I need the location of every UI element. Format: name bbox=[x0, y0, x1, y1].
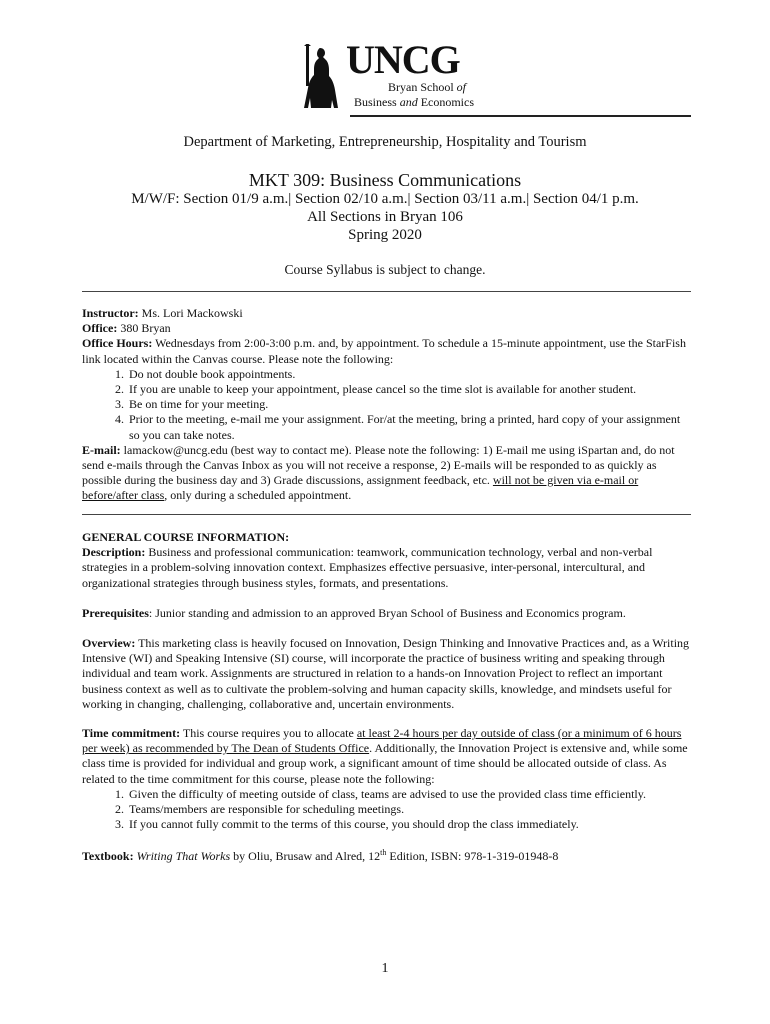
uncg-logo bbox=[298, 37, 478, 114]
email-underlined-text: will not be given via e-mail or before/after class bbox=[82, 473, 639, 503]
time-commitment-underlined: at least 2-4 hours per day outside of class (or a minimum of 6 hours per week) as recommended by The Dean of Students Office bbox=[82, 726, 682, 756]
instructor-label: Instructor: bbox=[82, 306, 139, 320]
list-item: 1. Given the difficulty of meeting outside of class, teams are advised to use the provided class time efficiently. bbox=[127, 787, 692, 802]
overview-value: This marketing class is heavily focused on Innovation, Design Thinking and Innovative Practices and, as a Writing Intensive (WI) and Speaking Intensive (SI) course, will incorporate the practice of business writing and speaking through individual and team work. Assignments are structured in relation to a hands-on Innovation Project to reflect an important business context as well as to cultivate the problem-solving and human capacity skills, knowledge, and mindsets useful for working in changing, challenging, collaborative and, uncertain environments. bbox=[82, 636, 690, 711]
textbook-isbn: Edition, ISBN: 978-1-319-01948-8 bbox=[386, 849, 559, 863]
description-label: Description: bbox=[82, 545, 146, 560]
instructor-section bbox=[82, 306, 692, 504]
prerequisites-value: : Junior standing and admission to an approved Bryan School of Business and Economics program. bbox=[148, 606, 626, 620]
overview-section bbox=[82, 636, 692, 712]
office-hours-value: Wednesdays from 2:00-3:00 p.m. and, by appointment. To schedule a 15-minute appointment, use the StarFish link located within the Canvas course. Please note the following: bbox=[82, 336, 686, 366]
logo-subtitle-1: Bryan School of bbox=[388, 80, 467, 94]
office-line bbox=[82, 321, 692, 336]
description-paragraph bbox=[82, 545, 692, 591]
email-line bbox=[82, 443, 692, 504]
overview-paragraph bbox=[82, 636, 692, 712]
time-commitment-label: Time commitment: bbox=[82, 726, 181, 740]
instructor-line bbox=[82, 306, 692, 321]
logo-subtitle-2: Business and Economics bbox=[354, 95, 475, 109]
overview-label: Overview: bbox=[82, 636, 136, 650]
time-commitment-list bbox=[82, 787, 692, 833]
office-hours-list bbox=[82, 367, 692, 443]
department-line: Department of Marketing, Entrepreneurship, Hospitality and Tourism bbox=[183, 134, 587, 150]
list-item: 2. If you are unable to keep your appointment, please cancel so the time slot is available for another student. bbox=[127, 382, 692, 397]
time-commitment-pre: This course requires you to allocate bbox=[180, 726, 357, 740]
office-label: Office: bbox=[82, 321, 118, 336]
minerva-statue-icon bbox=[298, 44, 344, 114]
list-item: 2. Teams/members are responsible for scheduling meetings. bbox=[127, 802, 692, 817]
textbook-authors: by Oliu, Brusaw and Alred, 12 bbox=[230, 849, 381, 863]
time-commitment-paragraph bbox=[82, 726, 692, 787]
prerequisites-section bbox=[82, 606, 692, 621]
list-item: 3. If you cannot fully commit to the terms of this course, you should drop the class immediately. bbox=[127, 817, 692, 832]
course-title: MKT 309: Business Communications bbox=[248, 170, 522, 190]
general-info-heading: GENERAL COURSE INFORMATION: bbox=[82, 530, 290, 544]
office-hours-label: Office Hours: bbox=[82, 336, 153, 351]
textbook-line bbox=[82, 845, 692, 864]
textbook-section bbox=[82, 845, 692, 864]
change-note: Course Syllabus is subject to change. bbox=[284, 262, 486, 277]
email-value: lamackow@uncg.edu (best way to contact me). Please note the following: 1) E-mail me using iSpartan and, do not send e-mails through the Canvas Inbox as you will not receive a response, 2) E-mails will be responded to as quickly as possible during the business day and 3) Grade discussions, assignment feedback, etc. bbox=[82, 442, 675, 488]
textbook-label: Textbook: bbox=[82, 849, 134, 863]
room-line: All Sections in Bryan 106 bbox=[307, 209, 463, 225]
page-number: 1 bbox=[381, 961, 389, 976]
list-item: 1. Do not double book appointments. bbox=[127, 367, 692, 382]
time-commitment-section bbox=[82, 726, 692, 832]
list-item: 3. Be on time for your meeting. bbox=[127, 397, 692, 412]
divider-1 bbox=[82, 291, 691, 292]
office-value: 380 Bryan bbox=[117, 321, 171, 336]
prerequisites-label: Prerequisites bbox=[82, 606, 149, 620]
email-tail: , only during a scheduled appointment. bbox=[164, 488, 352, 503]
logo-divider bbox=[350, 115, 691, 117]
section-times: M/W/F: Section 01/9 a.m.| Section 02/10 a.m.| Section 03/11 a.m.| Section 04/1 p.m. bbox=[131, 191, 639, 207]
term-line: Spring 2020 bbox=[348, 227, 422, 243]
description-value: Business and professional communication: teamwork, communication technology, verbal and non-verbal strategies in a problem-solving innovation context. Emphasizes effective persuasive, inter-personal, intercultural, and organizational strategies through business styles, formats, and presentations. bbox=[82, 545, 653, 590]
office-hours-line bbox=[82, 336, 692, 366]
logo-wordmark: UNCG bbox=[346, 37, 460, 82]
email-label: E-mail: bbox=[82, 442, 121, 457]
prerequisites-paragraph bbox=[82, 606, 692, 621]
list-item: 4. Prior to the meeting, e-mail me your assignment. For/at the meeting, bring a printed, hard copy of your assignment so you can take notes. bbox=[127, 412, 692, 442]
textbook-edition-sup: th bbox=[380, 848, 387, 857]
general-info-section bbox=[82, 530, 692, 591]
instructor-name: Ms. Lori Mackowski bbox=[138, 306, 243, 320]
divider-2 bbox=[82, 514, 691, 515]
time-commitment-post: . Additionally, the Innovation Project is extensive and, while some class time is provided for individual and group work, a significant amount of time should be allocated outside of class. As related to the time commitment for this course, please note the following: bbox=[82, 741, 688, 786]
textbook-title: Writing That Works bbox=[136, 849, 231, 863]
